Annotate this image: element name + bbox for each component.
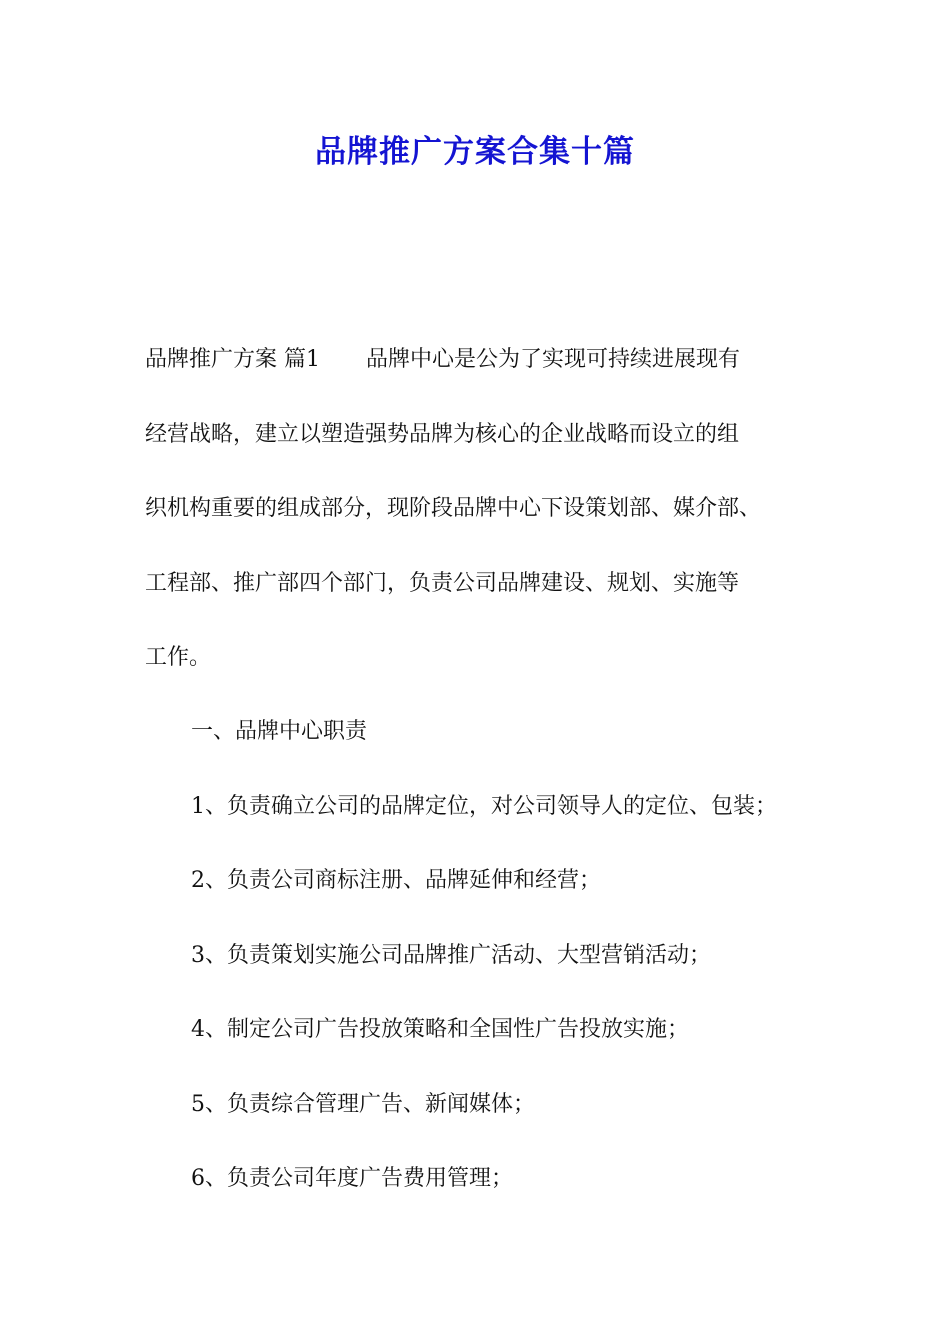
intro-first-line	[145, 345, 740, 375]
section-heading: 一、品牌中心职责	[191, 719, 368, 744]
list-item: 1、负责确立公司的品牌定位，对公司领导人的定位、包装；	[191, 794, 777, 819]
intro-heading: 品牌推广方案 篇1	[145, 347, 320, 372]
intro-line-1: 品牌中心是公为了实现可持续进展现有	[366, 347, 741, 372]
list-item: 2、负责公司商标注册、品牌延伸和经营；	[191, 868, 601, 893]
list-item: 4、制定公司广告投放策略和全国性广告投放实施；	[191, 1017, 689, 1042]
intro-line-3: 织机构重要的组成部分，现阶段品牌中心下设策划部、媒介部、	[145, 496, 762, 521]
intro-line-5: 工作。	[145, 645, 212, 670]
document-title: 品牌推广方案合集十篇	[315, 134, 635, 170]
list-item: 5、负责综合管理广告、新闻媒体；	[191, 1092, 535, 1117]
list-item: 3、负责策划实施公司品牌推广活动、大型营销活动；	[191, 943, 711, 968]
intro-line-2: 经营战略，建立以塑造强势品牌为核心的企业战略而设立的组	[145, 422, 740, 447]
intro-line-4: 工程部、推广部四个部门，负责公司品牌建设、规划、实施等	[145, 571, 740, 596]
list-item: 6、负责公司年度广告费用管理；	[191, 1166, 513, 1191]
